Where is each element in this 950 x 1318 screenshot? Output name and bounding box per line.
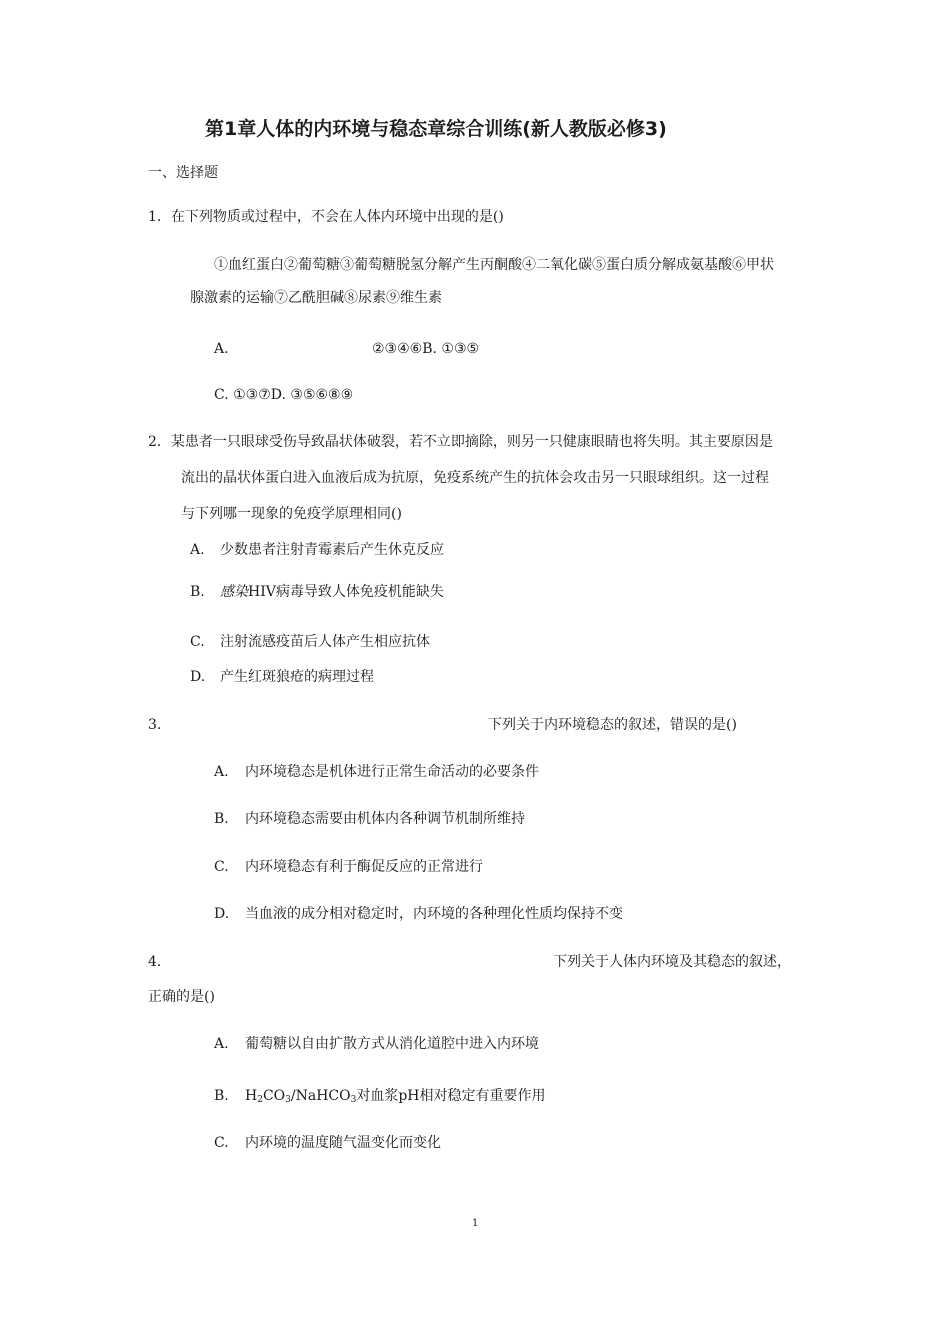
q1-option-a-label: A. — [214, 341, 229, 357]
formula-h: H — [245, 1088, 258, 1104]
formula-nahco: /NaHCO — [290, 1088, 351, 1104]
q2-stem-line1: 2．某患者一只眼球受伤导致晶状体破裂，若不立即摘除，则另一只健康眼睛也将失明。其主要原因是 — [148, 434, 773, 450]
q4-stem-line1: 下列关于人体内环境及其稳态的叙述， — [553, 954, 791, 970]
q1-items-line2: 腺激素的运输⑦乙酰胆碱⑧尿素⑨维生素 — [190, 290, 442, 306]
q3-option-a-text: 内环境稳态是机体进行正常生命活动的必要条件 — [245, 764, 539, 780]
q4-option-a-text: 葡萄糖以自由扩散方式从消化道腔中进入内环境 — [245, 1036, 539, 1052]
q3-option-d-label: D. — [214, 906, 230, 922]
q2-stem-line3: 与下列哪一现象的免疫学原理相同() — [181, 506, 402, 522]
document-title: 第1章人体的内环境与稳态章综合训练(新人教版必修3) — [205, 118, 667, 140]
q2-option-b-rest: HIV病毒导致人体免疫机能缺失 — [248, 584, 444, 600]
q2-option-b-label: B. — [190, 584, 205, 600]
q3-option-b-label: B. — [214, 811, 229, 827]
q2-option-a-label: A. — [190, 542, 205, 558]
q2-option-d-label: D. — [190, 669, 206, 685]
q1-stem: 1．在下列物质或过程中，不会在人体内环境中出现的是() — [148, 209, 504, 225]
q4-option-b-label: B. — [214, 1088, 229, 1104]
q2-option-d-text: 产生红斑狼疮的病理过程 — [220, 669, 374, 685]
q3-option-d-text: 当血液的成分相对稳定时，内环境的各种理化性质均保持不变 — [245, 906, 623, 922]
section-heading: 一、选择题 — [148, 165, 218, 181]
formula-sub-3: 3 — [285, 1095, 291, 1105]
q4-option-c-label: C. — [214, 1135, 229, 1151]
q1-option-c-d: C. ①③⑦D. ③⑤⑥⑧⑨ — [214, 387, 354, 403]
q3-number: 3. — [148, 717, 162, 733]
q4-number: 4. — [148, 954, 162, 970]
q3-stem: 下列关于内环境稳态的叙述，错误的是() — [488, 717, 737, 733]
q2-option-b-italic: 感染 — [220, 584, 248, 600]
q3-option-c-label: C. — [214, 859, 229, 875]
q2-stem-line2: 流出的晶状体蛋白进入血液后成为抗原，免疫系统产生的抗体会攻击另一只眼球组织。这一过程 — [181, 470, 769, 486]
q1-option-a-b: ②③④⑥B. ①③⑤ — [372, 341, 480, 357]
q2-option-b-text — [220, 583, 444, 601]
q3-option-c-text: 内环境稳态有利于酶促反应的正常进行 — [245, 859, 483, 875]
q4-option-b-text — [245, 1087, 546, 1105]
formula-sub-3b: 3 — [350, 1095, 357, 1105]
q3-option-a-label: A. — [214, 764, 229, 780]
q4-option-a-label: A. — [214, 1036, 229, 1052]
q2-option-a-text: 少数患者注射青霉素后产生休克反应 — [220, 542, 444, 558]
q2-option-c-text: 注射流感疫苗后人体产生相应抗体 — [220, 634, 430, 650]
q4-stem-line2: 正确的是() — [148, 989, 215, 1005]
q1-items-line1: ①血红蛋白②葡萄糖③葡萄糖脱氢分解产生丙酮酸④二氧化碳⑤蛋白质分解成氨基酸⑥甲状 — [214, 257, 774, 273]
q3-option-b-text: 内环境稳态需要由机体内各种调节机制所维持 — [245, 811, 525, 827]
formula-sub-2: 2 — [257, 1095, 263, 1105]
page-number: 1 — [472, 1218, 479, 1229]
q4-option-c-text: 内环境的温度随气温变化而变化 — [245, 1135, 441, 1151]
formula-co: CO — [262, 1088, 286, 1104]
q4-option-b-rest: 对血浆pH相对稳定有重要作用 — [356, 1088, 546, 1104]
q2-option-c-label: C. — [190, 634, 205, 650]
